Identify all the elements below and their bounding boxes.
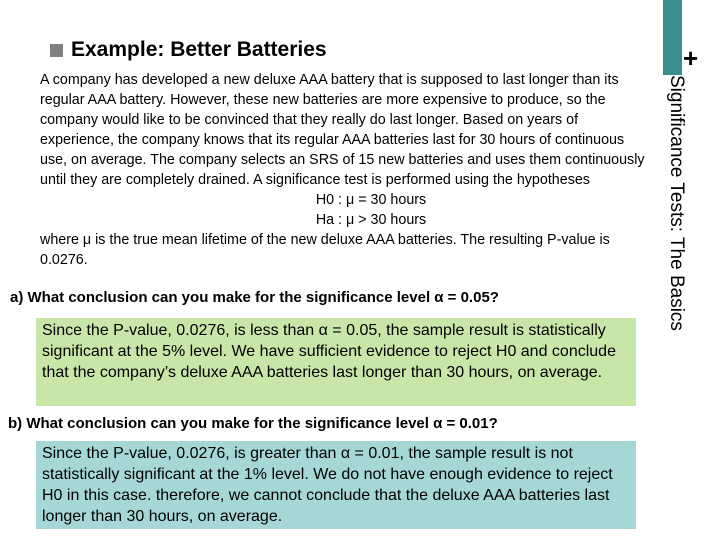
answer-a-box: Since the P-value, 0.0276, is less than α = 0.05, the sample result is statistically significant at the 5% level. We have sufficient evidence to reject H0 and conclude that the company’s deluxe AAA batteries last longer than 30 hours, on average.: [36, 318, 636, 406]
problem-statement: [40, 70, 652, 270]
slide-title-row: [50, 38, 327, 62]
bullet-square-icon: [50, 44, 63, 57]
slide-title: Example: Better Batteries: [71, 38, 327, 61]
side-title-container: [665, 75, 689, 355]
plus-icon: +: [683, 43, 699, 73]
side-title: Significance Tests: The Basics: [666, 75, 687, 331]
question-b: b) What conclusion can you make for the significance level α = 0.01?: [8, 415, 498, 432]
problem-after-text: where μ is the true mean lifetime of the new deluxe AAA batteries. The resulting P-value is 0.0276.: [40, 232, 610, 268]
null-hypothesis: H0 : μ = 30 hours: [315, 192, 427, 208]
answer-b-box: Since the P-value, 0.0276, is greater than α = 0.01, the sample result is not statistically significant at the 1% level. We do not have enough evidence to reject H0 in this case. therefore, we cannot conclude that the deluxe AAA batteries last longer than 30 hours, on average.: [36, 441, 636, 529]
alt-hypothesis: Ha : μ > 30 hours: [315, 212, 427, 228]
question-a: a) What conclusion can you make for the significance level α = 0.05?: [10, 289, 499, 306]
accent-bar: [663, 0, 682, 75]
problem-text: A company has developed a new deluxe AAA battery that is supposed to last longer than its regular AAA battery. However, these new batteries are more expensive to produce, so the company would like to be convinced that they really do last longer. Based on years of experience, the company knows that its regular AAA batteries last for 30 hours of continuous use, on average. The company selects an SRS of 15 new batteries and uses them continuously until they are completely drained. A significance test is performed using the hypotheses: [40, 72, 645, 188]
